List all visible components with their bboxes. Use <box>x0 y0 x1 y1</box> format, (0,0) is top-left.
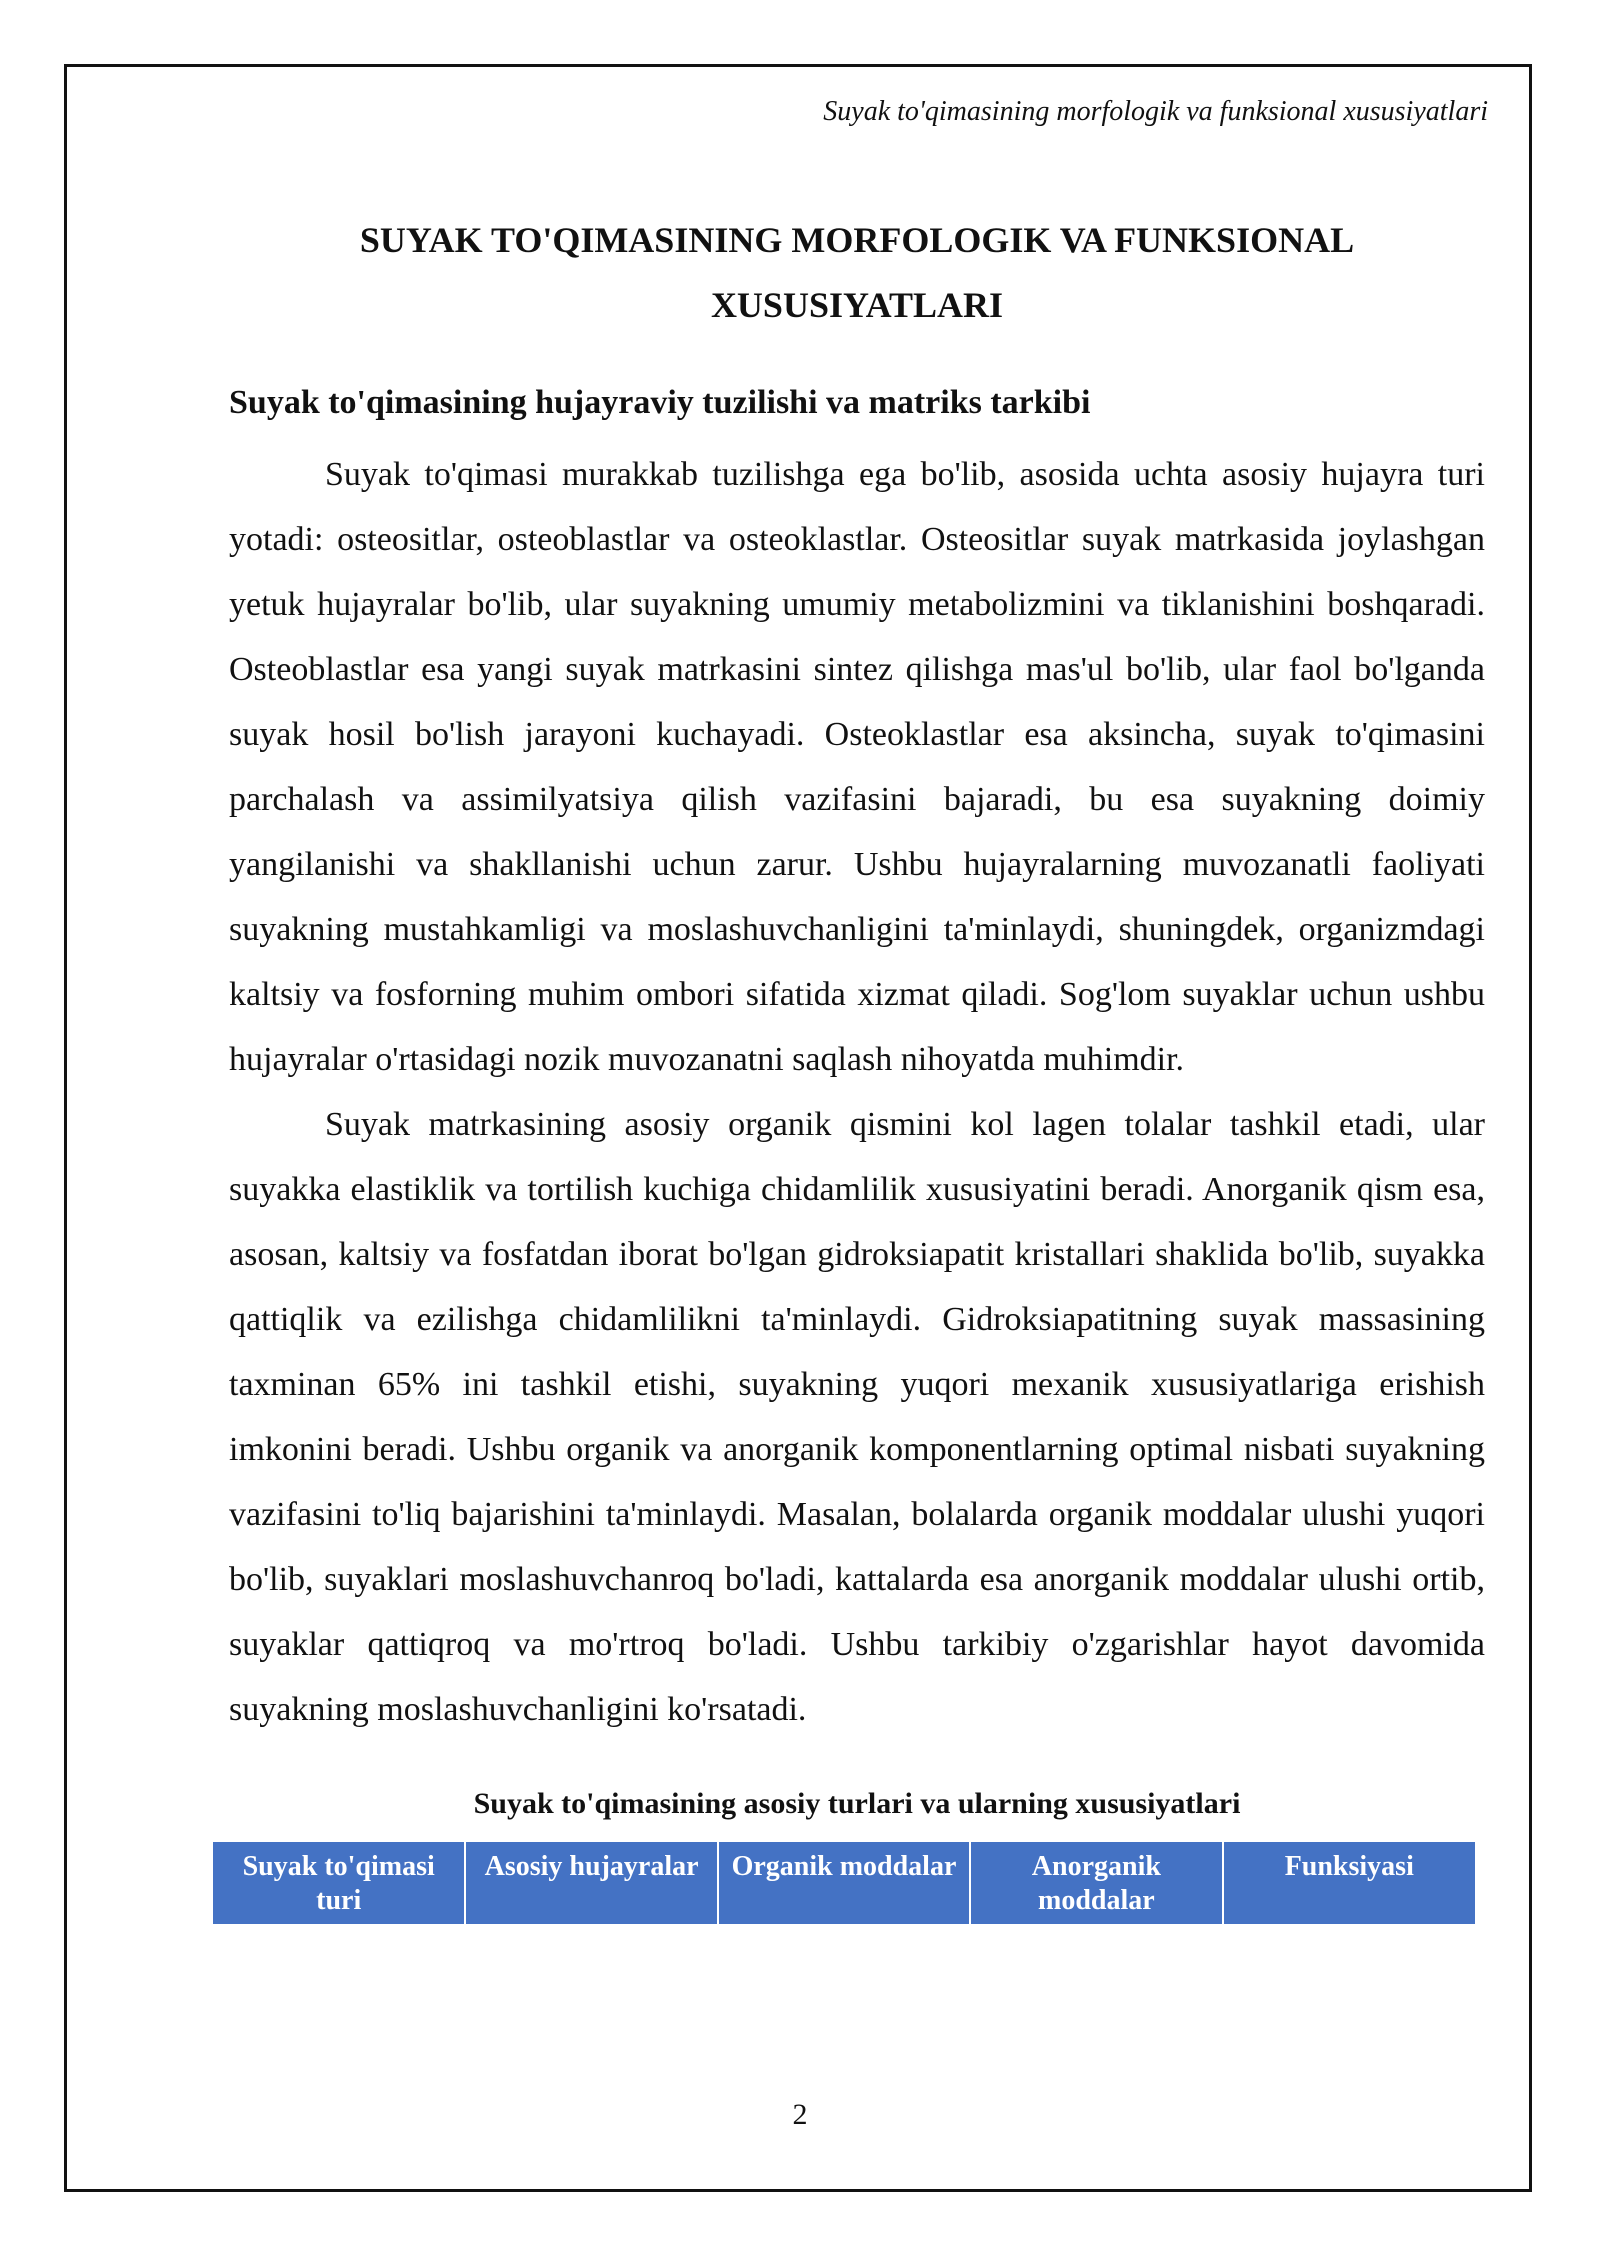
paragraph-2: Suyak matrkasining asosiy organik qismini kol lagen tolalar tashkil etadi, ular suyakka elastiklik va tortilish kuchiga chidamlilik xususiyatini beradi. Anorganik qism esa, asosan, kaltsiy va fosfatdan iborat bo'lgan gidroksiapatit kristallari shaklida bo'lib, suyakka qattiqlik va ezilishga chidamlilikni ta'minlaydi. Gidroksiapatitning suyak massasining taxminan 65% ini tashkil etishi, suyakning yuqori mexanik xususiyatlariga erishish imkonini beradi. Ushbu organik va anorganik komponentlarning optimal nisbati suyakning vazifasini to'liq bajarishini ta'minlaydi. Masalan, bolalarda organik moddalar ulushi yuqori bo'lib, suyaklari moslashuvchanroq bo'ladi, kattalarda esa anorganik moddalar ulushi ortib, suyaklar qattiqroq va mo'rtroq bo'ladi. Ushbu tarkibiy o'zgarishlar hayot davomida suyakning moslashuvchanligini ko'rsatadi. <box>229 1106 1485 1728</box>
column-header-main-cells: Asosiy hujayralar <box>465 1842 717 1924</box>
tissue-types-table <box>213 1842 1475 1924</box>
column-header-inorganic-substances: Anorganik moddalar <box>970 1842 1222 1924</box>
table-caption: Suyak to'qimasining asosiy turlari va ularning xususiyatlari <box>473 1787 1241 1820</box>
running-header: Suyak to'qimasining morfologik va funksional xususiyatlari <box>823 96 1488 127</box>
column-header-organic-substances: Organik moddalar <box>718 1842 970 1924</box>
document-title: SUYAK TO'QIMASINING MORFOLOGIK VA FUNKSIONAL XUSUSIYATLARI <box>359 220 1355 325</box>
column-header-function: Funksiyasi <box>1223 1842 1475 1924</box>
section-heading: Suyak to'qimasining hujayraviy tuzilishi va matriks tarkibi <box>229 384 1091 421</box>
page-content <box>229 208 1485 1924</box>
page-number: 2 <box>792 2098 808 2131</box>
table-header-row <box>213 1842 1475 1924</box>
column-header-tissue-type: Suyak to'qimasi turi <box>213 1842 465 1924</box>
paragraph-1: Suyak to'qimasi murakkab tuzilishga ega bo'lib, asosida uchta asosiy hujayra turi yotadi: osteositlar, osteoblastlar va osteoklastlar. Osteositlar suyak matrkasida joylashgan yetuk hujayralar bo'lib, ular suyakning umumiy metabolizmini va tiklanishini boshqaradi. Osteoblastlar esa yangi suyak matrkasini sintez qilishga mas'ul bo'lib, ular faol bo'lganda suyak hosil bo'lish jarayoni kuchayadi. Osteoklastlar esa aksincha, suyak to'qimasini parchalash va assimilyatsiya qilish vazifasini bajaradi, bu esa suyakning doimiy yangilanishi va shakllanishi uchun zarur. Ushbu hujayralarning muvozanatli faoliyati suyakning mustahkamligi va moslashuvchanligini ta'minlaydi, shuningdek, organizmdagi kaltsiy va fosforning muhim ombori sifatida xizmat qiladi. Sog'lom suyaklar uchun ushbu hujayralar o'rtasidagi nozik muvozanatni saqlash nihoyatda muhimdir. <box>229 456 1485 1078</box>
